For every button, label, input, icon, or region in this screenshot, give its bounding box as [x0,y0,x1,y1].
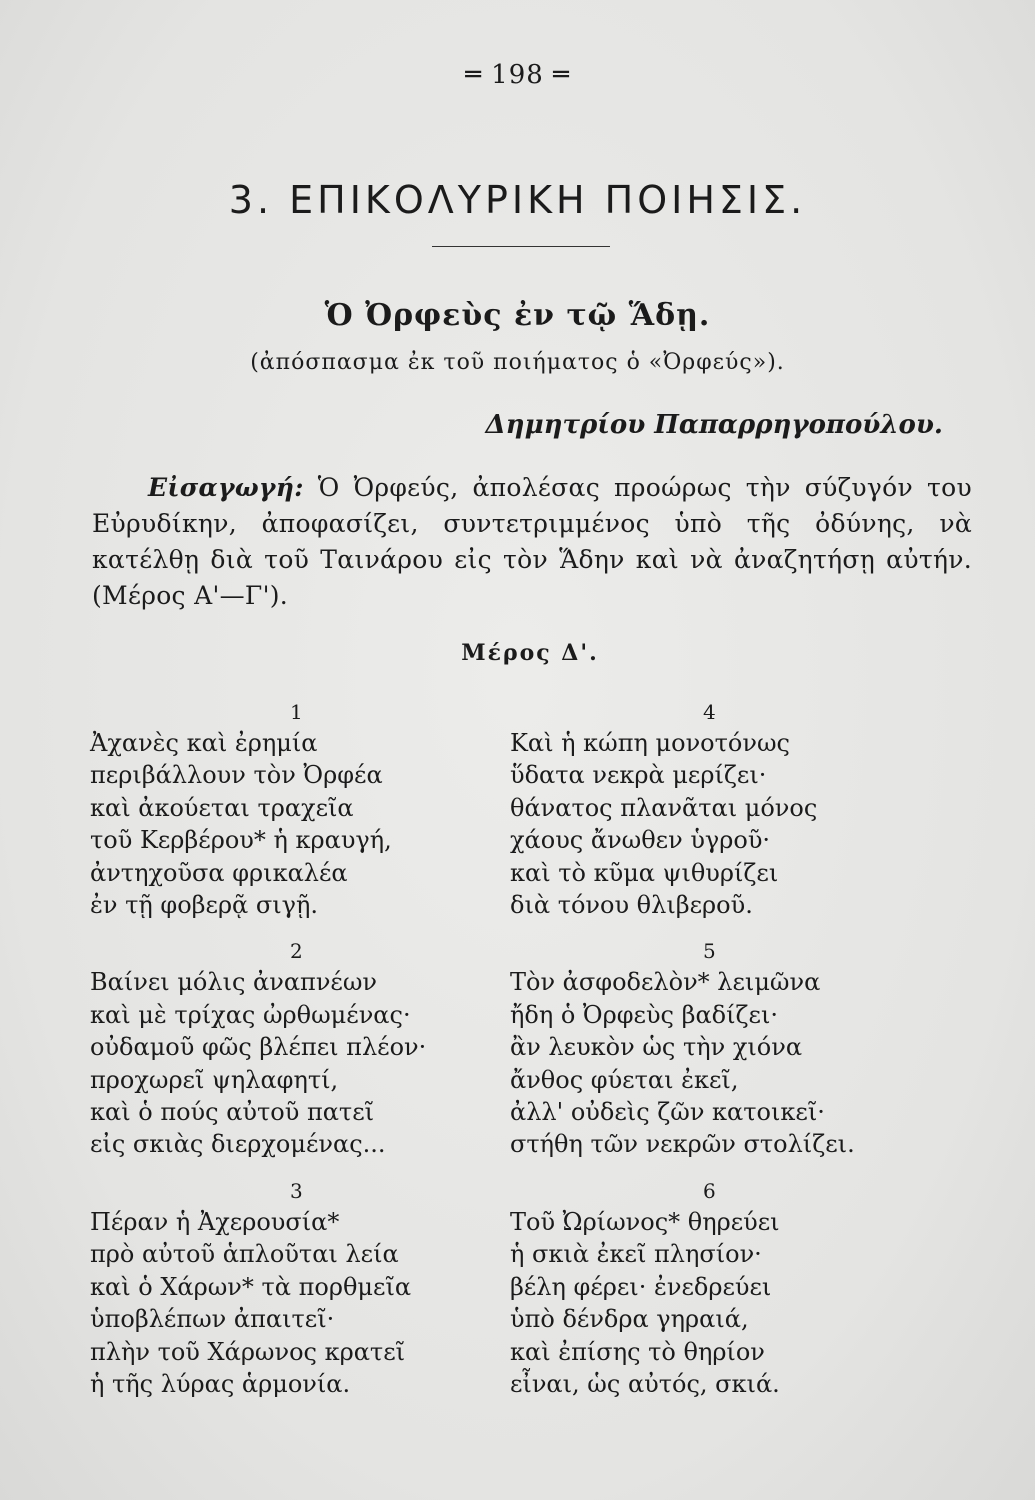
verse-line: καὶ ἀκούεται τραχεῖα [90,793,354,822]
stanza-5 [510,936,930,1160]
verse-line: προχωρεῖ ψηλαφητί, [90,1065,339,1094]
stanza-number: 1 [290,700,303,724]
stanza-number: 2 [290,939,303,964]
verse-line: ὑπὸ δένδρα γηραιά, [510,1305,749,1334]
verse-line: καὶ ὁ Χάρων* τὰ πορθμεῖα [90,1272,412,1301]
verse-line: καὶ τὸ κῦμα ψιθυρίζει [510,858,779,887]
verse-line: ἀλλ' οὐδεὶς ζῶν κατοικεῖ· [510,1098,825,1127]
verse-line: Τοῦ Ὠρίωνος* θηρεύει [510,1207,780,1236]
stanza-1 [90,697,510,921]
author-name: Δημητρίου Παπαρρηγοπούλου. [485,410,943,440]
verse-line: ὑποβλέπων ἀπαιτεῖ· [90,1305,335,1334]
verse-line: στήθη τῶν νεκρῶν στολίζει. [510,1130,855,1159]
verse-line: οὐδαμοῦ φῶς βλέπει πλέον· [90,1033,427,1062]
left-column [90,697,510,1415]
verse-line: πρὸ αὐτοῦ ἁπλοῦται λεία [90,1240,399,1269]
verse-line: ἐν τῇ φοβερᾷ σιγῇ. [90,891,319,920]
verse-line: Καὶ ἡ κώπη μονοτόνως [510,729,790,757]
verse-line: ἀντηχοῦσα φρικαλέα [90,858,348,887]
verse-line: καὶ μὲ τρίχας ὠρθωμένας· [90,1000,411,1029]
verse-line: πλὴν τοῦ Χάρωνος κρατεῖ [90,1337,406,1366]
right-column [510,697,930,1415]
verse-line: ὕδατα νεκρὰ μερίζει· [510,761,767,790]
verse-line: θάνατος πλανᾶται μόνος [510,793,818,822]
stanza-6 [510,1176,930,1400]
verse-line: περιβάλλουν τὸν Ὀρφέα [90,761,383,790]
verse-line: ἡ τῆς λύρας ἁρμονία. [90,1369,351,1398]
stanza-number: 6 [703,1178,716,1203]
verse-line: ἤδη ὁ Ὀρφεὺς βαδίζει· [510,1000,779,1029]
stanza-number: 5 [703,939,716,964]
part-heading: Μέρος Δ'. [461,640,599,666]
stanza-number: 4 [703,700,716,724]
verse-line: διὰ τόνου θλιβεροῦ. [510,891,753,920]
poem-subtitle: (ἀπόσπασμα ἐκ τοῦ ποιήματος ὁ «Ὀρφεύς»). [250,350,785,375]
verse-line: ἄνθος φύεται ἐκεῖ, [510,1065,739,1094]
intro-text: Ὁ Ὀρφεύς, ἀπολέσας προώρως τὴν σύζυγόν του Εὐρυδίκην, ἀποφασίζει, συντετριμμένος ὑπὸ τῆς ὀδύνης, νὰ κατέλθῃ διὰ τοῦ Ταινάρου εἰς τὸν Ἅδην καὶ νὰ ἀναζητήσῃ αὐτήν. (Μέρος Α'—Γ'). [92,473,973,610]
stanza-4 [510,697,930,921]
verse-line: ἡ σκιὰ ἐκεῖ πλησίον· [510,1240,762,1269]
verse-line: βέλη φέρει· ἐνεδρεύει [510,1272,772,1301]
verse-line: τοῦ Κερβέρου* ἡ κραυγή, [90,826,392,855]
verse-line: Βαίνει μόλις ἀναπνέων [90,968,378,997]
verse-line: Τὸν ἀσφοδελὸν* λειμῶνα [510,968,821,997]
section-title: 3. ΕΠΙΚΟΛΥΡΙΚΗ ΠΟΙΗΣΙΣ. [228,178,807,222]
verse-line: καὶ ἐπίσης τὸ θηρίον [510,1337,765,1366]
verse-line: καὶ ὁ πούς αὐτοῦ πατεῖ [90,1098,375,1127]
stanza-3 [90,1176,510,1400]
stanza-number: 3 [290,1178,303,1203]
verse-line: εἶναι, ὡς αὐτός, σκιά. [510,1369,780,1398]
intro-label: Εἰσαγωγή: [148,473,304,502]
poem-title: Ὁ Ὀρφεὺς ἐν τῷ Ἅδῃ. [324,298,711,333]
verse-line: ἂν λευκὸν ὡς τὴν χιόνα [510,1033,803,1062]
verse-line: Πέραν ἡ Ἀχερουσία* [90,1207,340,1236]
stanza-2 [90,936,510,1160]
verse-line: εἰς σκιὰς διερχομένας... [90,1130,386,1159]
page-number: ═ 198 ═ [465,60,570,90]
introduction-paragraph [92,470,972,614]
divider-rule [432,246,610,247]
verse-line: χάους ἄνωθεν ὑγροῦ· [510,826,771,855]
verse-line: Ἀχανὲς καὶ ἐρημία [90,729,318,757]
